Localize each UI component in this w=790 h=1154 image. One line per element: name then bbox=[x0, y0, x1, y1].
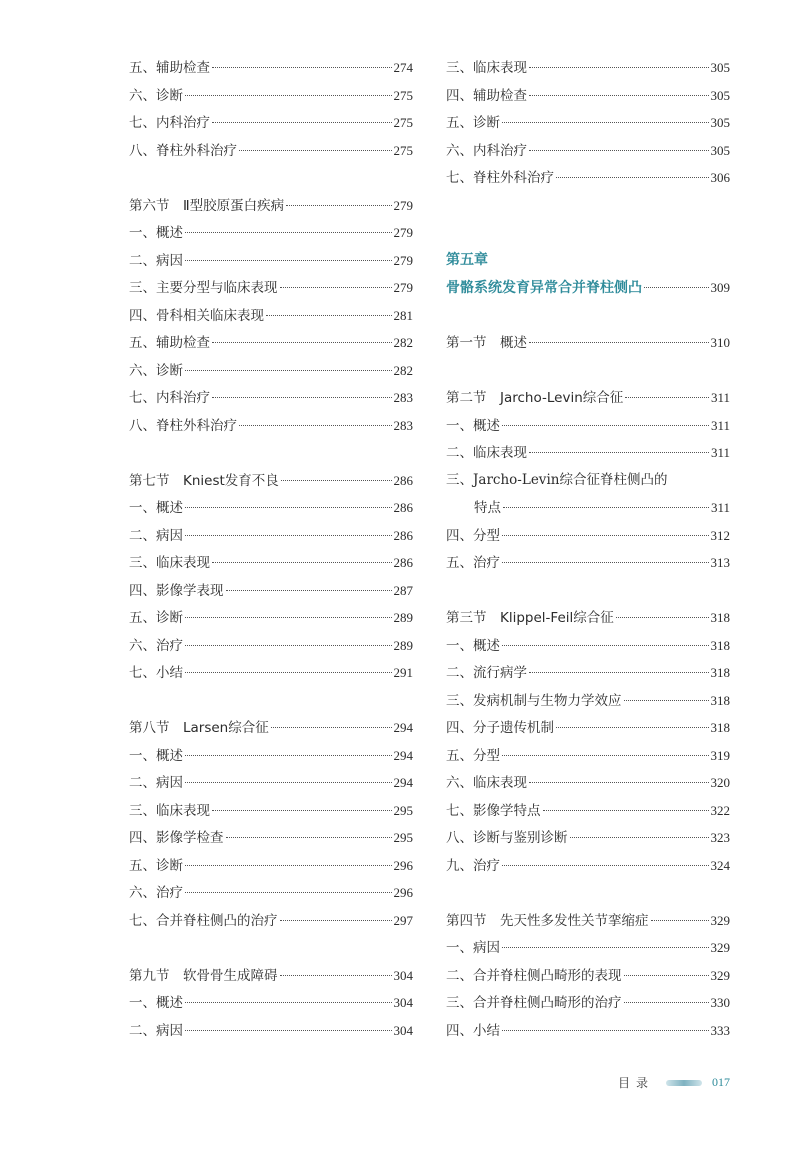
spacer bbox=[446, 302, 730, 330]
dot-leader bbox=[226, 590, 392, 591]
toc-entry[interactable] bbox=[129, 1017, 413, 1045]
entry-page-number: 306 bbox=[710, 170, 730, 185]
dot-leader bbox=[185, 1002, 392, 1003]
dot-leader bbox=[212, 122, 392, 123]
entry-page-number: 274 bbox=[393, 60, 413, 75]
dot-leader bbox=[644, 287, 709, 288]
entry-title: 第三节 Klippel-Feil综合征 bbox=[446, 610, 614, 626]
entry-page-number: 294 bbox=[393, 775, 413, 790]
entry-page-number: 275 bbox=[393, 87, 413, 103]
dot-leader bbox=[280, 287, 392, 288]
dot-leader bbox=[212, 810, 392, 811]
dot-leader bbox=[502, 1030, 709, 1031]
toc-entry[interactable] bbox=[446, 1017, 730, 1045]
toc-entry[interactable] bbox=[129, 577, 413, 605]
toc-section-entry[interactable] bbox=[446, 907, 730, 935]
toc-entry[interactable] bbox=[446, 934, 730, 962]
entry-title: 三、主要分型与临床表现 bbox=[129, 280, 278, 296]
toc-entry[interactable] bbox=[446, 769, 730, 797]
entry-title: 三、合并脊柱侧凸畸形的治疗 bbox=[446, 995, 622, 1011]
dot-leader bbox=[529, 95, 709, 96]
entry-page-number: 275 bbox=[393, 142, 413, 158]
dot-leader bbox=[529, 452, 709, 453]
entry-title: 四、影像学表现 bbox=[129, 582, 224, 599]
entry-page-number: 309 bbox=[710, 280, 730, 295]
dot-leader bbox=[651, 920, 709, 921]
entry-title: 一、概述 bbox=[446, 417, 500, 434]
entry-title: 四、骨科相关临床表现 bbox=[129, 307, 264, 324]
entry-title: 五、诊断 bbox=[129, 857, 183, 874]
dot-leader bbox=[502, 535, 709, 536]
entry-page-number: 297 bbox=[393, 912, 413, 928]
entry-title: 六、治疗 bbox=[129, 885, 183, 901]
entry-page-number: 313 bbox=[710, 555, 730, 570]
entry-title: 七、合并脊柱侧凸的治疗 bbox=[129, 912, 278, 929]
entry-title: 第九节 软骨骨生成障碍 bbox=[129, 967, 278, 984]
entry-title: 七、内科治疗 bbox=[129, 115, 210, 131]
toc-entry[interactable] bbox=[446, 742, 730, 770]
dot-leader bbox=[280, 975, 392, 976]
entry-page-number: 318 bbox=[710, 637, 730, 653]
entry-title: 六、诊断 bbox=[129, 87, 183, 104]
toc-entry[interactable] bbox=[129, 329, 413, 357]
entry-page-number: 289 bbox=[393, 637, 413, 653]
dot-leader bbox=[212, 397, 392, 398]
entry-page-number: 318 bbox=[710, 720, 730, 735]
spacer bbox=[446, 219, 730, 247]
entry-title: 特点 bbox=[474, 500, 501, 516]
toc-entry[interactable] bbox=[129, 247, 413, 275]
entry-page-number: 311 bbox=[710, 390, 730, 405]
entry-title: 九、治疗 bbox=[446, 857, 500, 874]
dot-leader bbox=[503, 507, 709, 508]
entry-page-number: 279 bbox=[393, 225, 413, 240]
entry-page-number: 329 bbox=[710, 912, 730, 928]
entry-title: 五、治疗 bbox=[446, 555, 500, 571]
toc-entry[interactable] bbox=[129, 219, 413, 247]
entry-page-number: 305 bbox=[710, 87, 730, 103]
toc-entry[interactable] bbox=[446, 82, 730, 110]
toc-entry[interactable] bbox=[129, 549, 413, 577]
toc-entry[interactable] bbox=[129, 907, 413, 935]
entry-page-number: 283 bbox=[393, 390, 413, 405]
entry-title: 第八节 Larsen综合征 bbox=[129, 720, 269, 736]
entry-title: 五、诊断 bbox=[129, 610, 183, 626]
dot-leader bbox=[286, 205, 391, 206]
entry-title: 五、诊断 bbox=[446, 115, 500, 131]
entry-title: 三、临床表现 bbox=[446, 60, 527, 76]
entry-page-number: 286 bbox=[393, 555, 413, 570]
toc-section-entry[interactable] bbox=[446, 384, 730, 412]
entry-page-number: 312 bbox=[710, 527, 730, 543]
toc-entry[interactable] bbox=[129, 769, 413, 797]
footer-label: 目录 bbox=[617, 1076, 654, 1090]
entry-page-number: 279 bbox=[393, 197, 413, 213]
dot-leader bbox=[529, 782, 709, 783]
entry-title: 四、辅助检查 bbox=[446, 87, 527, 104]
toc-section-entry[interactable] bbox=[446, 604, 730, 632]
toc-entry[interactable] bbox=[129, 824, 413, 852]
entry-page-number: 289 bbox=[393, 610, 413, 625]
dot-leader bbox=[624, 975, 709, 976]
toc-entry[interactable] bbox=[446, 687, 730, 715]
entry-title: 第六节 Ⅱ型胶原蛋白疾病 bbox=[129, 197, 285, 214]
dot-leader bbox=[502, 122, 709, 123]
toc-section-entry[interactable] bbox=[446, 329, 730, 357]
dot-leader bbox=[502, 562, 709, 563]
entry-page-number: 318 bbox=[710, 665, 730, 680]
entry-title: 骨骼系统发育异常合并脊柱侧凸 bbox=[446, 280, 642, 296]
toc-entry[interactable] bbox=[129, 302, 413, 330]
entry-page-number: 294 bbox=[393, 747, 413, 763]
toc-entry[interactable] bbox=[446, 522, 730, 550]
entry-page-number: 282 bbox=[393, 362, 413, 378]
dot-leader bbox=[212, 67, 392, 68]
entry-page-number: 329 bbox=[710, 940, 730, 955]
entry-title: 一、概述 bbox=[129, 747, 183, 764]
entry-title: 二、流行病学 bbox=[446, 665, 527, 681]
toc-entry[interactable] bbox=[129, 632, 413, 660]
dot-leader bbox=[624, 1002, 709, 1003]
toc-left-column bbox=[129, 54, 413, 1044]
entry-page-number: 279 bbox=[393, 280, 413, 295]
entry-title: 第四节 先天性多发性关节挛缩症 bbox=[446, 912, 649, 929]
dot-leader bbox=[529, 150, 709, 151]
toc-entry[interactable] bbox=[446, 164, 730, 192]
toc-entry[interactable] bbox=[129, 137, 413, 165]
toc-entry[interactable] bbox=[129, 384, 413, 412]
entry-title: 七、脊柱外科治疗 bbox=[446, 170, 554, 186]
toc-entry[interactable] bbox=[446, 659, 730, 687]
toc-entry[interactable] bbox=[129, 797, 413, 825]
entry-page-number: 311 bbox=[710, 500, 730, 515]
entry-title: 一、概述 bbox=[129, 225, 183, 241]
entry-page-number: 296 bbox=[393, 857, 413, 873]
toc-entry[interactable] bbox=[446, 824, 730, 852]
dot-leader bbox=[185, 755, 392, 756]
entry-title: 一、概述 bbox=[129, 500, 183, 516]
entry-title: 一、概述 bbox=[129, 995, 183, 1011]
dot-leader bbox=[212, 342, 392, 343]
toc-entry[interactable] bbox=[446, 439, 730, 467]
entry-title: 二、病因 bbox=[129, 1022, 183, 1039]
dot-leader bbox=[185, 617, 392, 618]
entry-page-number: 295 bbox=[393, 802, 413, 818]
dot-leader bbox=[185, 535, 392, 536]
entry-title: 八、脊柱外科治疗 bbox=[129, 417, 237, 434]
entry-page-number: 320 bbox=[710, 775, 730, 790]
toc-entry[interactable] bbox=[446, 714, 730, 742]
entry-title: 一、概述 bbox=[446, 637, 500, 654]
entry-page-number: 275 bbox=[393, 115, 413, 130]
entry-page-number: 304 bbox=[393, 1022, 413, 1038]
entry-page-number: 283 bbox=[393, 417, 413, 433]
toc-entry[interactable] bbox=[129, 742, 413, 770]
entry-title: 六、治疗 bbox=[129, 637, 183, 654]
entry-page-number: 305 bbox=[710, 60, 730, 75]
toc-entry[interactable] bbox=[129, 494, 413, 522]
entry-page-number: 291 bbox=[393, 665, 413, 680]
entry-title: 二、病因 bbox=[129, 527, 183, 544]
dot-leader bbox=[281, 480, 392, 481]
dot-leader bbox=[185, 232, 392, 233]
dot-leader bbox=[502, 865, 709, 866]
spacer bbox=[129, 164, 413, 192]
entry-page-number: 322 bbox=[710, 802, 730, 818]
toc-section-entry[interactable] bbox=[129, 714, 413, 742]
entry-page-number: 282 bbox=[393, 335, 413, 350]
dot-leader bbox=[239, 150, 392, 151]
spacer bbox=[129, 439, 413, 467]
entry-title: 四、小结 bbox=[446, 1022, 500, 1039]
toc-entry[interactable] bbox=[129, 659, 413, 687]
page-footer bbox=[618, 1074, 730, 1091]
toc-section-entry[interactable] bbox=[129, 467, 413, 495]
toc-entry[interactable] bbox=[446, 54, 730, 82]
dot-leader bbox=[185, 507, 392, 508]
dot-leader bbox=[185, 672, 392, 673]
entry-page-number: 329 bbox=[710, 967, 730, 983]
entry-page-number: 286 bbox=[393, 472, 413, 488]
entry-page-number: 287 bbox=[393, 582, 413, 598]
toc-entry[interactable] bbox=[446, 989, 730, 1017]
toc-entry[interactable] bbox=[446, 549, 730, 577]
dot-leader bbox=[502, 645, 709, 646]
toc-entry[interactable] bbox=[129, 82, 413, 110]
dot-leader bbox=[529, 342, 709, 343]
entry-title: 第一节 概述 bbox=[446, 335, 527, 351]
dot-leader bbox=[185, 1030, 392, 1031]
entry-page-number: 279 bbox=[393, 252, 413, 268]
toc-entry[interactable] bbox=[129, 274, 413, 302]
entry-title: 二、病因 bbox=[129, 252, 183, 269]
toc-entry[interactable] bbox=[129, 522, 413, 550]
dot-leader bbox=[624, 700, 709, 701]
entry-title: 五、分型 bbox=[446, 747, 500, 764]
toc-entry[interactable] bbox=[129, 109, 413, 137]
spacer bbox=[446, 192, 730, 220]
dot-leader bbox=[185, 892, 392, 893]
dot-leader bbox=[625, 397, 709, 398]
entry-page-number: 311 bbox=[710, 445, 730, 460]
toc-entry[interactable] bbox=[129, 54, 413, 82]
entry-title: 八、脊柱外科治疗 bbox=[129, 142, 237, 159]
spacer bbox=[446, 879, 730, 907]
toc-chapter-entry[interactable] bbox=[446, 274, 730, 302]
entry-page-number: 286 bbox=[393, 500, 413, 515]
entry-title: 四、分型 bbox=[446, 527, 500, 544]
entry-page-number: 324 bbox=[710, 857, 730, 873]
dot-leader bbox=[616, 617, 709, 618]
entry-page-number: 319 bbox=[710, 747, 730, 763]
dot-leader bbox=[271, 727, 392, 728]
toc-entry[interactable] bbox=[446, 632, 730, 660]
entry-title: 二、临床表现 bbox=[446, 445, 527, 461]
entry-title: 第七节 Kniest发育不良 bbox=[129, 472, 279, 489]
footer-decoration-bar bbox=[666, 1080, 702, 1086]
toc-right-column bbox=[446, 54, 730, 1044]
toc-entry[interactable] bbox=[446, 962, 730, 990]
entry-title: 三、临床表现 bbox=[129, 802, 210, 819]
dot-leader bbox=[185, 95, 392, 96]
entry-title: 四、分子遗传机制 bbox=[446, 720, 554, 736]
toc-entry[interactable] bbox=[446, 109, 730, 137]
dot-leader bbox=[502, 755, 709, 756]
entry-page-number: 311 bbox=[710, 417, 730, 433]
entry-page-number: 305 bbox=[710, 142, 730, 158]
entry-title: 二、合并脊柱侧凸畸形的表现 bbox=[446, 967, 622, 984]
dot-leader bbox=[185, 260, 392, 261]
entry-title: 一、病因 bbox=[446, 940, 500, 956]
entry-page-number: 318 bbox=[710, 610, 730, 625]
dot-leader bbox=[556, 177, 709, 178]
dot-leader bbox=[280, 920, 392, 921]
entry-page-number: 286 bbox=[393, 527, 413, 543]
page-number: 017 bbox=[712, 1075, 730, 1089]
dot-leader bbox=[556, 727, 709, 728]
entry-page-number: 330 bbox=[710, 995, 730, 1010]
dot-leader bbox=[543, 810, 709, 811]
entry-title: 六、临床表现 bbox=[446, 775, 527, 791]
toc-entry[interactable] bbox=[129, 604, 413, 632]
toc-section-entry[interactable] bbox=[129, 192, 413, 220]
toc-entry[interactable] bbox=[129, 879, 413, 907]
entry-title: 六、内科治疗 bbox=[446, 142, 527, 159]
entry-page-number: 281 bbox=[393, 307, 413, 323]
toc-entry[interactable] bbox=[446, 467, 730, 495]
entry-title: 七、内科治疗 bbox=[129, 390, 210, 406]
chapter-number: 第五章 bbox=[446, 251, 488, 268]
dot-leader bbox=[239, 425, 392, 426]
entry-page-number: 305 bbox=[710, 115, 730, 130]
entry-page-number: 323 bbox=[710, 830, 730, 845]
entry-page-number: 294 bbox=[393, 720, 413, 735]
spacer bbox=[446, 357, 730, 385]
entry-title: 八、诊断与鉴别诊断 bbox=[446, 830, 568, 846]
entry-title: 三、发病机制与生物力学效应 bbox=[446, 692, 622, 709]
dot-leader bbox=[185, 645, 392, 646]
dot-leader bbox=[266, 315, 392, 316]
toc-section-entry[interactable] bbox=[129, 962, 413, 990]
spacer bbox=[129, 934, 413, 962]
entry-title: 二、病因 bbox=[129, 775, 183, 791]
entry-page-number: 304 bbox=[393, 967, 413, 983]
toc-entry-continuation[interactable] bbox=[446, 494, 730, 522]
entry-title: 六、诊断 bbox=[129, 362, 183, 379]
entry-title: 七、影像学特点 bbox=[446, 802, 541, 819]
spacer bbox=[446, 577, 730, 605]
spacer bbox=[129, 687, 413, 715]
entry-title: 七、小结 bbox=[129, 665, 183, 681]
entry-page-number: 318 bbox=[710, 692, 730, 708]
toc-entry[interactable] bbox=[129, 989, 413, 1017]
entry-page-number: 333 bbox=[710, 1022, 730, 1038]
dot-leader bbox=[185, 865, 392, 866]
entry-title: 四、影像学检查 bbox=[129, 830, 224, 846]
dot-leader bbox=[529, 67, 709, 68]
dot-leader bbox=[185, 782, 392, 783]
entry-title: 第二节 Jarcho-Levin综合征 bbox=[446, 390, 624, 406]
dot-leader bbox=[212, 562, 392, 563]
entry-page-number: 310 bbox=[710, 335, 730, 350]
dot-leader bbox=[185, 370, 392, 371]
entry-page-number: 295 bbox=[393, 830, 413, 845]
toc-entry[interactable] bbox=[446, 797, 730, 825]
entry-page-number: 304 bbox=[393, 995, 413, 1010]
toc-entry[interactable] bbox=[446, 852, 730, 880]
dot-leader bbox=[226, 837, 392, 838]
entry-title: 五、辅助检查 bbox=[129, 335, 210, 351]
entry-title: 五、辅助检查 bbox=[129, 60, 210, 76]
entry-title: 三、Jarcho-Levin综合征脊柱侧凸的 bbox=[446, 471, 668, 488]
dot-leader bbox=[529, 672, 709, 673]
toc-entry[interactable] bbox=[446, 137, 730, 165]
toc-entry[interactable] bbox=[446, 412, 730, 440]
toc-entry[interactable] bbox=[129, 412, 413, 440]
entry-page-number: 296 bbox=[393, 885, 413, 900]
dot-leader bbox=[502, 947, 709, 948]
dot-leader bbox=[502, 425, 709, 426]
toc-entry[interactable] bbox=[129, 357, 413, 385]
dot-leader bbox=[570, 837, 709, 838]
entry-title: 三、临床表现 bbox=[129, 555, 210, 571]
toc-entry[interactable] bbox=[129, 852, 413, 880]
